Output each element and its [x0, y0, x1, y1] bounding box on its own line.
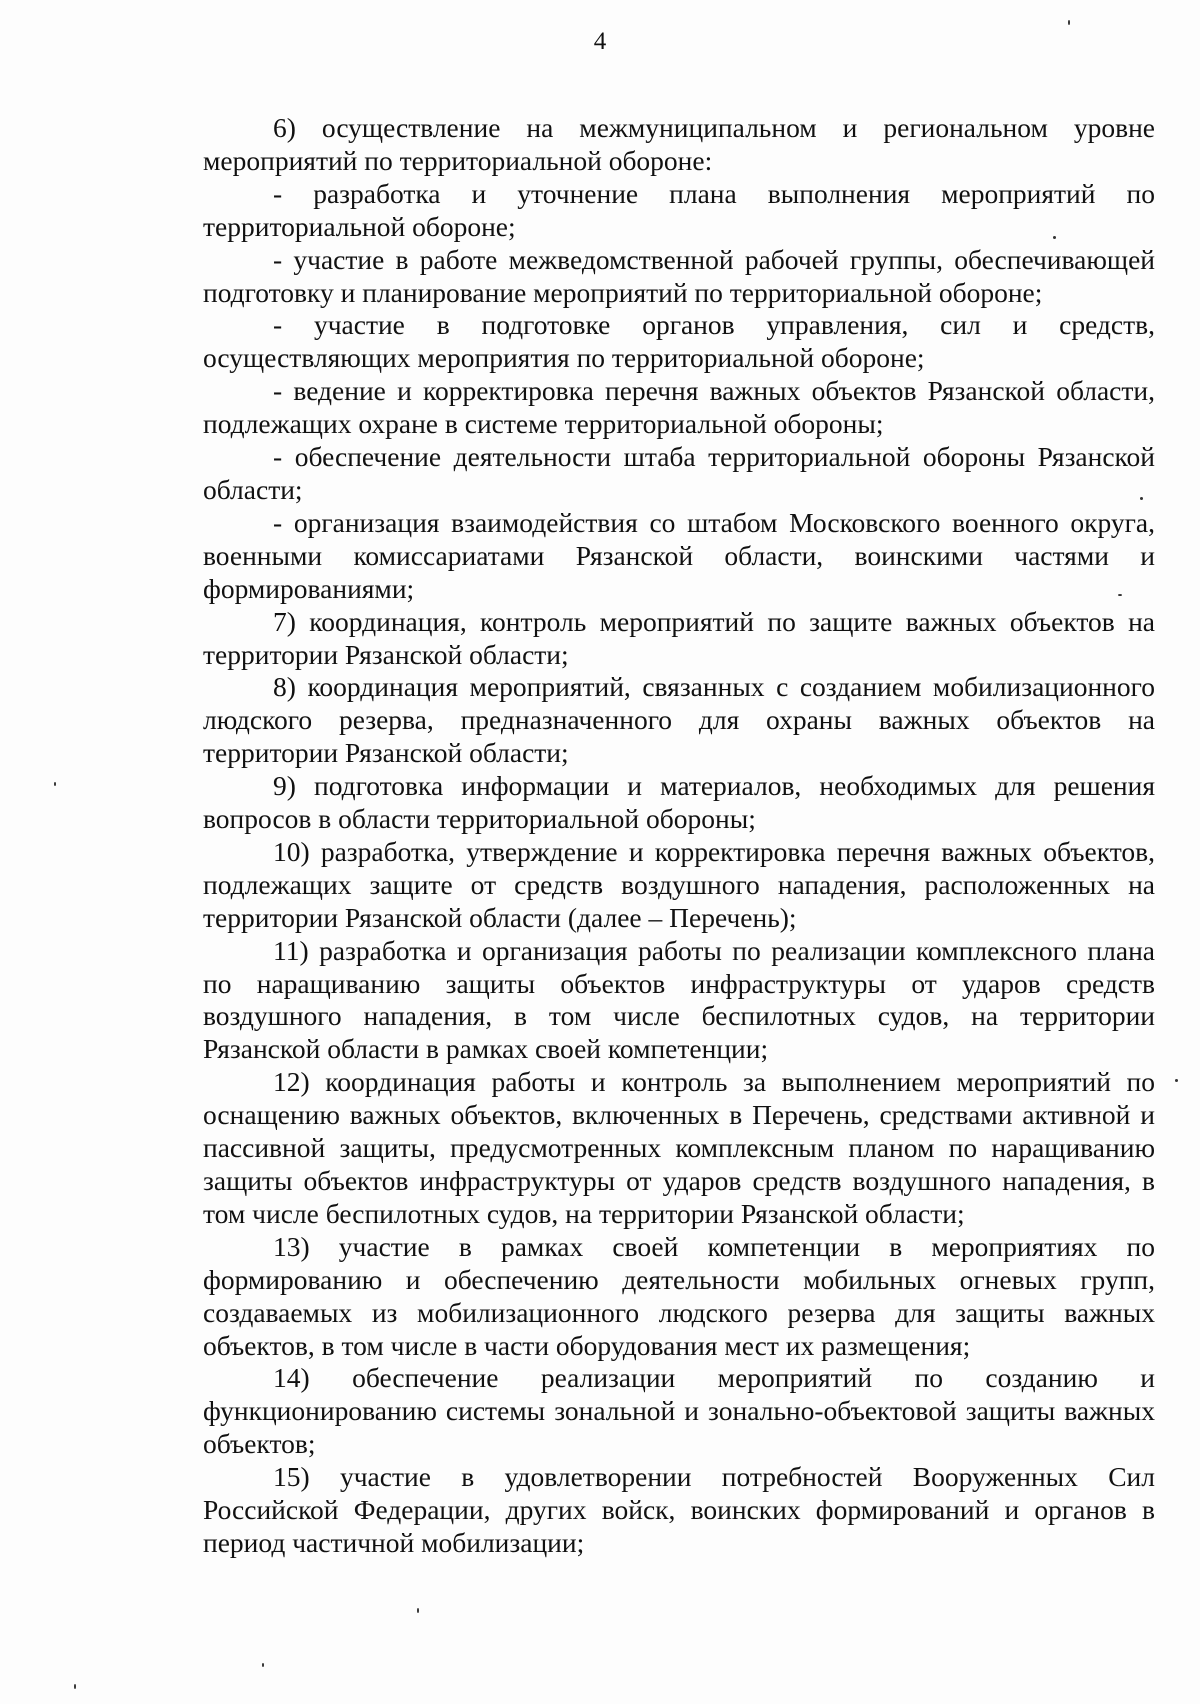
- paragraph-sub-headquarters: - обеспечение деятельности штаба территориальной обороны Рязанской области;: [203, 441, 1155, 505]
- scan-speck: [417, 1608, 419, 1613]
- scan-speck: [1118, 594, 1122, 596]
- paragraph-item-11: 11) разработка и организация работы по реализации комплексного плана по наращиванию защиты объектов инфраструктуры от ударов средств воздушного нападения, в том числе беспилотных судов, на территории Рязанской области в рамках своей компетенции;: [203, 934, 1155, 1065]
- document-body: [203, 112, 1155, 1560]
- paragraph-sub-training: - участие в подготовке органов управления, сил и средств, осуществляющих мероприятия по территориальной обороне;: [203, 309, 1155, 374]
- paragraph-item-6: 6) осуществление на межмуниципальном и региональном уровне мероприятий по территориальной обороне:: [203, 112, 1155, 176]
- paragraph-sub-working-group: - участие в работе межведомственной рабочей группы, обеспечивающей подготовку и планирование мероприятий по территориальной обороне;: [203, 243, 1155, 308]
- paragraph-sub-interaction: - организация взаимодействия со штабом Московского военного округа, военными комиссариатами Рязанской области, воинскими частями и формированиями;: [203, 506, 1155, 604]
- scan-speck: [1053, 236, 1056, 239]
- paragraph-item-9: 9) подготовка информации и материалов, необходимых для решения вопросов в области территориальной обороны;: [203, 770, 1155, 835]
- paragraph-sub-objects-list: - ведение и корректировка перечня важных объектов Рязанской области, подлежащих охране в системе территориальной обороны;: [203, 375, 1155, 440]
- paragraph-item-14: 14) обеспечение реализации мероприятий по созданию и функционированию системы зональной и зонально-объектовой защиты важных объектов;: [203, 1362, 1155, 1460]
- scan-speck: [1068, 20, 1070, 25]
- scan-speck: [1140, 497, 1143, 500]
- paragraph-item-8: 8) координация мероприятий, связанных с созданием мобилизационного людского резерва, предназначенного для охраны важных объектов на территории Рязанской области;: [203, 671, 1155, 769]
- page-number: 4: [593, 28, 607, 55]
- paragraph-item-10: 10) разработка, утверждение и корректировка перечня важных объектов, подлежащих защите от средств воздушного нападения, расположенных на территории Рязанской области (далее – Перечень);: [203, 835, 1155, 933]
- paragraph-item-15: 15) участие в удовлетворении потребностей Вооруженных Сил Российской Федерации, других войск, воинских формирований и органов в период частичной мобилизации;: [203, 1461, 1155, 1558]
- scan-speck: [74, 1684, 76, 1689]
- paragraph-item-13: 13) участие в рамках своей компетенции в мероприятиях по формированию и обеспечению деятельности мобильных огневых групп, создаваемых из мобилизационного людского резерва для защиты важных объектов, в том числе в части оборудования мест их размещения;: [203, 1230, 1155, 1361]
- paragraph-sub-development: - разработка и уточнение плана выполнения мероприятий по территориальной обороне;: [203, 177, 1155, 242]
- scan-speck: [262, 1663, 264, 1667]
- paragraph-item-7: 7) координация, контроль мероприятий по защите важных объектов на территории Рязанской области;: [203, 605, 1155, 670]
- scan-speck: [54, 782, 56, 786]
- scan-speck: [1175, 1079, 1178, 1082]
- paragraph-item-12: 12) координация работы и контроль за выполнением мероприятий по оснащению важных объектов, включенных в Перечень, средствами активной и пассивной защиты, предусмотренных комплексным планом по наращиванию защиты объектов инфраструктуры от ударов средств воздушного нападения, в том числе беспилотных судов, на территории Рязанской области;: [203, 1066, 1155, 1229]
